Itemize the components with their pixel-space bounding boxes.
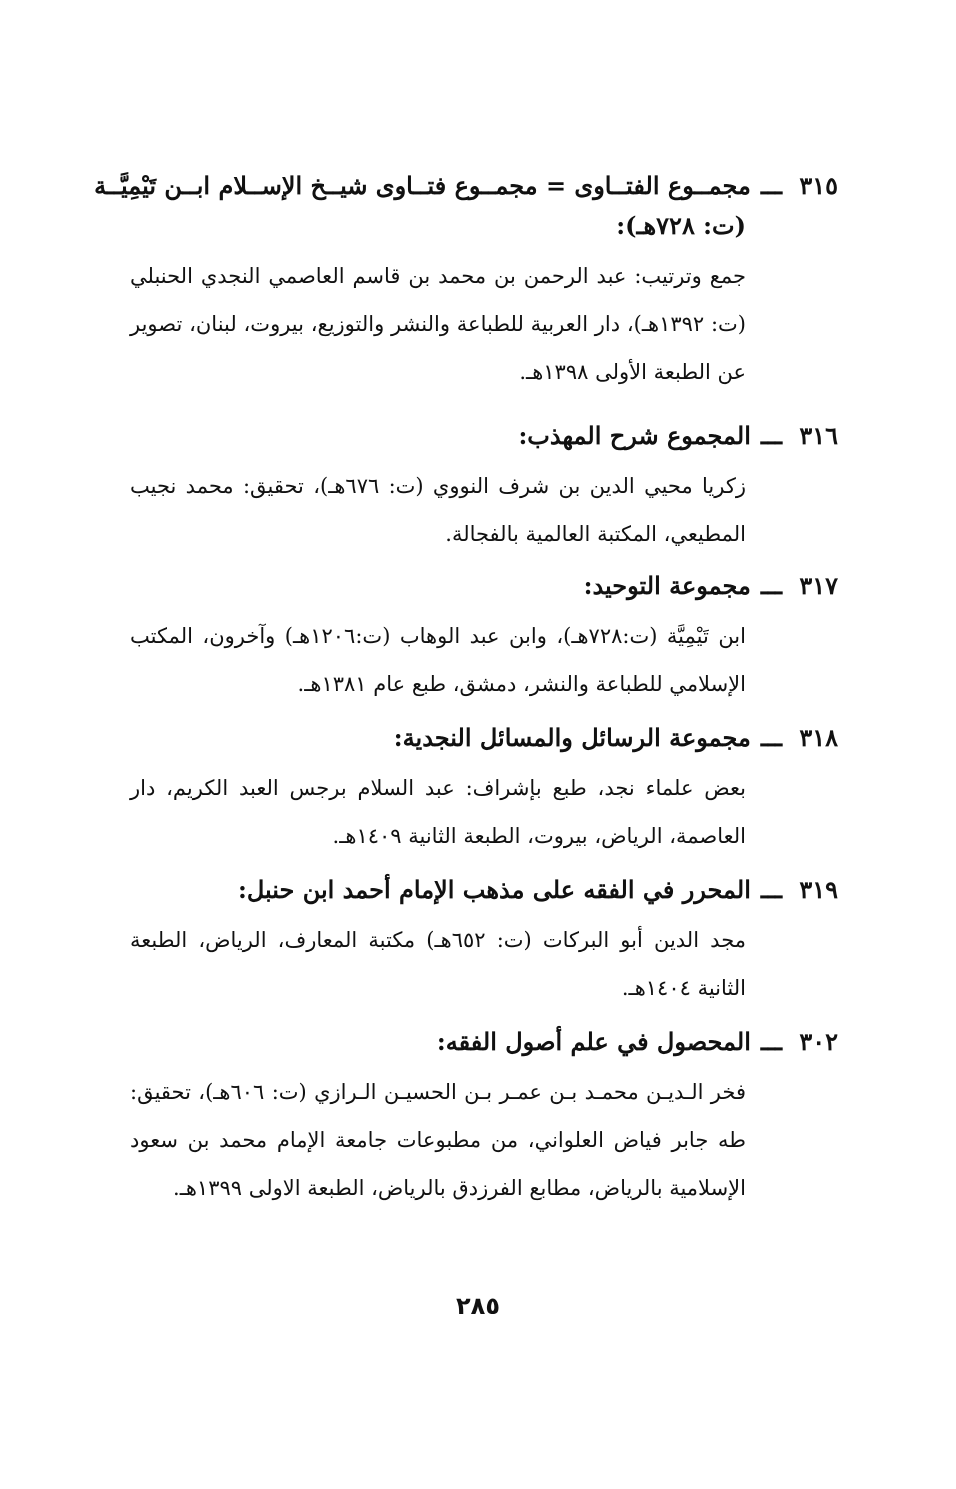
entry-title: المحصول في علم أصول الفقه: bbox=[436, 1027, 751, 1056]
entry-heading bbox=[130, 718, 838, 758]
entry-heading bbox=[130, 416, 838, 456]
entry-body: جمع وترتيب: عبد الرحمن بن محمد بن قاسم العاصمي النجدي الحنبلي (ت: ١٣٩٢هـ)، دار العربية للطباعة والنشر والتوزيع، بيروت، لبنان، تصوير عن الطبعة الأولى ١٣٩٨هـ. bbox=[130, 264, 746, 384]
bibliography-entry-315 bbox=[94, 166, 838, 396]
entry-body: فخر الـديـن محمـد بـن عمـر بـن الحسيـن الـرازي (ت: ٦٠٦هـ)، تحقيق: طه جابر فياض العلواني، من مطبوعات جامعة الإمام محمد بن سعود الإسلامية بالرياض، مطابع الفرزدق بالرياض، الطبعة الاولى ١٣٩٩هـ. bbox=[130, 1080, 746, 1200]
entry-heading bbox=[130, 1022, 838, 1062]
entry-dash: ـــ bbox=[760, 875, 782, 904]
entry-number: ٣١٧ bbox=[799, 571, 838, 600]
bibliography-entry-318 bbox=[130, 718, 838, 860]
entry-dash: ـــ bbox=[760, 171, 782, 200]
entry-title-continuation: (ت: ٧٢٨هـ): bbox=[616, 211, 746, 240]
entry-dash: ـــ bbox=[760, 1027, 782, 1056]
entry-number: ٣١٦ bbox=[799, 421, 838, 450]
entry-body: ابن تَيْمِيَّة (ت:٧٢٨هـ)، وابن عبد الوهاب (ت:١٢٠٦هـ) وآخرون، المكتب الإسلامي للطباعة والنشر، دمشق، طبع عام ١٣٨١هـ. bbox=[130, 624, 746, 696]
bibliography-entry-319 bbox=[130, 870, 838, 1012]
bibliography-entry-302 bbox=[130, 1022, 838, 1212]
entry-number: ٣٠٢ bbox=[799, 1027, 838, 1056]
page-number: ٢٨٥ bbox=[456, 1292, 500, 1320]
entry-title: المحرر في الفقه على مذهب الإمام أحمد ابن حنبل: bbox=[238, 875, 751, 904]
entry-heading bbox=[94, 166, 838, 206]
entry-dash: ـــ bbox=[760, 571, 782, 600]
bibliography-entry-317 bbox=[130, 566, 838, 708]
entry-title: مجموعة الرسائل والمسائل النجدية: bbox=[393, 723, 751, 752]
entry-number: ٣١٥ bbox=[799, 171, 838, 200]
entry-title: المجموع شرح المهذب: bbox=[518, 421, 751, 450]
entry-heading bbox=[130, 870, 838, 910]
entry-title: مجمــوع الفتــاوى = مجمــوع فتــاوى شيــخ الإســلام ابــن تَيْمِيَّــة bbox=[94, 171, 751, 200]
entry-dash: ـــ bbox=[760, 723, 782, 752]
entry-title: مجموعة التوحيد: bbox=[583, 571, 751, 600]
entry-body: بعض علماء نجد، طبع بإشراف: عبد السلام برجس العبد الكريم، دار العاصمة، الرياض، بيروت، الطبعة الثانية ١٤٠٩هـ. bbox=[130, 776, 746, 848]
entry-heading bbox=[130, 566, 838, 606]
entry-dash: ـــ bbox=[760, 421, 782, 450]
entry-number: ٣١٩ bbox=[799, 875, 838, 904]
entry-body: مجد الدين أبو البركات (ت: ٦٥٢هـ) مكتبة المعارف، الرياض، الطبعة الثانية ١٤٠٤هـ. bbox=[130, 928, 746, 1000]
entry-body: زكريا محيي الدين بن شرف النووي (ت: ٦٧٦هـ)، تحقيق: محمد نجيب المطيعي، المكتبة العالمية بالفجالة. bbox=[130, 474, 746, 546]
entry-number: ٣١٨ bbox=[799, 723, 838, 752]
bibliography-entry-316 bbox=[130, 416, 838, 558]
